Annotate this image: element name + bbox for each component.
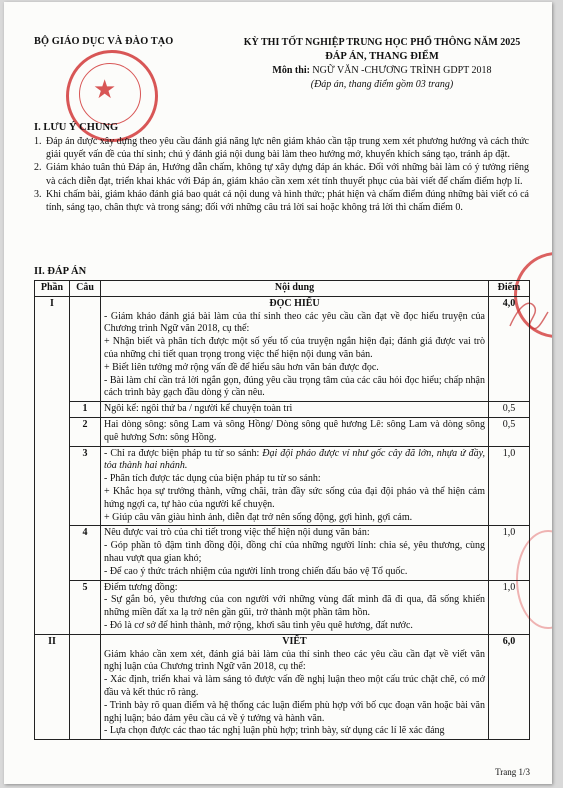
general-item-text: Đáp án được xây dựng theo yêu cầu đánh giá năng lực nên giám khảo cần tập trung xem xét phương hướng và cách thức giải quyết vấn đề của thí sinh; chú ý đánh giá nội dung bài làm theo hướng mở, khuyến khích sáng tạo, tránh áp đặt. xyxy=(46,136,529,161)
answer-table xyxy=(34,280,530,740)
points: 0,5 xyxy=(489,417,530,446)
points: 4,0 xyxy=(489,296,530,401)
question-number: 2 xyxy=(70,417,101,446)
table-row: 1 Ngôi kể: ngôi thứ ba / người kể chuyện toàn tri 0,5 xyxy=(35,402,530,418)
part-label: II xyxy=(35,634,70,739)
general-item-text: Khi chấm bài, giám khảo đánh giá bao quát cả nội dung và hình thức; phát hiện và chấm điểm đúng những bài viết có cá tính, sáng tạo, chân thực và trong sáng; đối với những câu trả lời sai hoặc không trả lời thì chấm điểm 0. xyxy=(46,188,529,214)
table-row xyxy=(35,296,530,401)
points: 1,0 xyxy=(489,526,530,580)
exam-title: KỲ THI TỐT NGHIỆP TRUNG HỌC PHỔ THÔNG NĂM 2025 xyxy=(243,37,521,48)
header-right xyxy=(232,36,532,92)
question-number: 1 xyxy=(70,402,101,418)
answers-heading: II. ĐÁP ÁN xyxy=(34,266,87,277)
page-count-note: (Đáp án, thang điểm gồm 03 trang) xyxy=(310,79,454,90)
general-heading: I. LƯU Ý CHUNG xyxy=(34,122,119,133)
general-item: 1. Đáp án được xây dựng theo yêu cầu đánh giá năng lực nên giám khảo cần tập trung xem xét phương hướng và cách thức giải quyết vấn đề của thí sinh; chú ý đánh giá nội dung bài làm theo hướng mở, khuyến khích sáng tạo, tránh áp đặt. xyxy=(34,136,529,161)
table-row: 5 Điểm tương đồng: - Sự gắn bó, yêu thương của con người với những vùng đất mình đã đi qua, đã sống khiến những miền đất xa lạ trở nên gần gũi, trở thành một phần tâm hồn. - Đó là cơ sở để hình thành, mở rộng, khơi sâu tình yêu quê hương, đất nước. 1,0 xyxy=(35,580,530,634)
section-title: VIẾT xyxy=(282,635,307,647)
section-title: ĐỌC HIỂU xyxy=(269,297,320,309)
page-number: Trang 1/3 xyxy=(495,767,530,777)
table-row: 2 Hai dòng sông: sông Lam và sông Hồng/ Dòng sông quê hương Lê: sông Lam và dòng sông quê hương Sơn: sông Hồng. 0,5 xyxy=(35,417,530,446)
question-number: 4 xyxy=(70,526,101,580)
col-content: Nội dung xyxy=(101,281,489,297)
general-item: 2. Giám khảo tuân thủ Đáp án, Hướng dẫn chấm, không tự xây dựng đáp án khác. Đối với những bài làm có ý tưởng riêng và cách diễn đạt, triển khai khác với Đáp án, giám khảo cần xem xét tính thuyết phục của bài viết để chấm điểm hợp lí. xyxy=(34,162,529,187)
points: 6,0 xyxy=(489,634,530,739)
quoted-text: Đại đội pháo được ví như gốc cây đã lớn, nhựa ứ đầy, tỏa thành hai nhánh. xyxy=(104,447,485,472)
answer-title: ĐÁP ÁN, THANG ĐIỂM xyxy=(325,51,439,62)
star-icon: ★ xyxy=(93,75,117,104)
table-row: II VIẾT Giám khảo cần xem xét, đánh giá bài làm của thí sinh theo các yêu cầu cần đạt về viết văn nghị luận của Chương trình Ngữ văn 2018, cụ thể: - Xác định, triển khai và làm sáng tỏ được vấn đề nghị luận theo một cấu trúc chặt chẽ, có mở đầu và kết thúc rõ ràng. - Trình bày rõ quan điểm và hệ thống các luận điểm phù hợp với bố cục đoạn văn hoặc bài văn nghị luận; bảo đảm yêu cầu cả về ý tưởng và hành văn. - Lựa chọn được các thao tác nghị luận phù hợp; trình bày, sử dụng các lí lẽ xác đáng 6,0 xyxy=(35,634,530,739)
header-left xyxy=(34,36,234,47)
col-points: Điểm xyxy=(489,281,530,297)
document-page xyxy=(4,2,552,784)
subject-line xyxy=(232,64,532,78)
question-number: 3 xyxy=(70,446,101,526)
table-header-row xyxy=(35,281,530,297)
general-notes xyxy=(34,135,529,214)
question-number: 5 xyxy=(70,580,101,634)
ministry-name: BỘ GIÁO DỤC VÀ ĐÀO TẠO xyxy=(34,36,174,47)
subject-name: NGỮ VĂN -CHƯƠNG TRÌNH GDPT 2018 xyxy=(312,65,492,76)
col-question: Câu xyxy=(70,281,101,297)
points: 0,5 xyxy=(489,402,530,418)
general-item: 3. Khi chấm bài, giám khảo đánh giá bao quát cả nội dung và hình thức; phát hiện và chấm điểm đúng những bài viết có cá tính, sáng tạo, chân thực và trong sáng; đối với những câu trả lời sai hoặc không trả lời thì chấm điểm 0. xyxy=(34,188,529,214)
general-item-text: Giám khảo tuân thủ Đáp án, Hướng dẫn chấm, không tự xây dựng đáp án khác. Đối với những bài làm có ý tưởng riêng và cách diễn đạt, triển khai khác với Đáp án, giám khảo cần xem xét tính thuyết phục của bài viết để chấm điểm hợp lí. xyxy=(46,162,529,187)
table-row: 4 Nêu được vai trò của chi tiết trong việc thể hiện nội dung văn bản: - Góp phần tô đậm tình đồng đội, đồng chí của những người lính: chia sẻ, yêu thương, cùng nhau vượt qua gian khó; - Để cao ý thức trách nhiệm của người lính trong chiến đấu bảo vệ Tổ quốc. 1,0 xyxy=(35,526,530,580)
part-label: I xyxy=(35,296,70,634)
col-part: Phần xyxy=(35,281,70,297)
table-row: 3 - Chỉ ra được biện pháp tu từ so sánh: Đại đội pháo được ví như gốc cây đã lớn, nhựa ứ đầy, tỏa thành hai nhánh. - Phân tích được tác dụng của biện pháp tu từ so sánh: + Khắc họa sự trưởng thành, vững chãi, tràn đầy sức sống của đại đội pháo và thể hiện cảm hứng ngợi ca, tự hào của người kể chuyện. + Giúp câu văn giàu hình ảnh, diễn đạt trở nên sống động, gợi hình, gợi cảm. 1,0 xyxy=(35,446,530,526)
points: 1,0 xyxy=(489,446,530,526)
part-intro: ĐỌC HIỂU - Giám khảo đánh giá bài làm của thí sinh theo các yêu cầu cần đạt về đọc hiểu truyện của Chương trình Ngữ văn 2018, cụ thể: + Nhận biết và phân tích được một số yếu tố của truyện ngắn hiện đại; đánh giá được vai trò của những chi tiết quan trọng trong việc thể hiện nội dung văn bản. + Biết liên tưởng mở rộng vấn đề để hiểu sâu hơn văn bản được đọc. - Bài làm chỉ cần trả lời ngắn gọn, đúng yêu cầu trọng tâm của các câu hỏi đọc hiểu; chấp nhận cách trình bày gạch đầu dòng ý cần nêu. xyxy=(101,296,489,401)
points: 1,0 xyxy=(489,580,530,634)
subject-label: Môn thi: xyxy=(272,65,310,76)
